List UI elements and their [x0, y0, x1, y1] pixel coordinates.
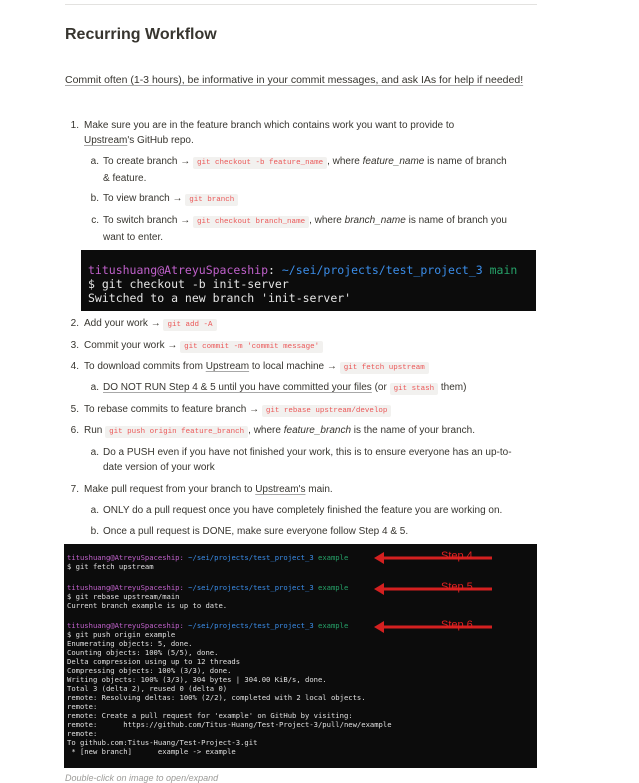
- top-divider: [65, 4, 537, 5]
- code-snippet: git branch: [185, 194, 238, 206]
- step-4-label: Step 4: [441, 550, 473, 562]
- terminal-screenshot-checkout[interactable]: titushuang@AtreyuSpaceship: ~/sei/projects/test_project_3 main $ git checkout -b init-server Switched to a new branch 'init-server': [81, 250, 536, 311]
- upstream-link[interactable]: Upstream: [205, 361, 250, 372]
- step-4-arrow-icon: [374, 551, 494, 565]
- image-caption: Double-click on image to open/expand: [65, 773, 219, 783]
- step-6-arrow-icon: [374, 620, 494, 634]
- upstream-link[interactable]: Upstream: [84, 135, 128, 146]
- code-snippet: git rebase upstream/develop: [262, 405, 392, 417]
- code-snippet: git push origin feature_branch: [105, 426, 248, 438]
- step-5-label: Step 5: [441, 581, 473, 593]
- code-snippet: git stash: [390, 383, 439, 395]
- code-snippet: git checkout -b feature_name: [193, 157, 327, 169]
- code-snippet: git commit -m 'commit message': [180, 341, 323, 353]
- section-heading: Recurring Workflow: [65, 26, 217, 43]
- intro-text: Commit often (1-3 hours), be informative in your commit messages, and ask IAs for help if needed!: [65, 74, 524, 86]
- code-snippet: git add -A: [163, 319, 216, 331]
- upstream-link[interactable]: Upstream's: [255, 484, 306, 495]
- terminal-screenshot-sync[interactable]: titushuang@AtreyuSpaceship: ~/sei/projects/test_project_3 example $ git fetch upstream titushuang@AtreyuSpaceship: ~/sei/projects/test_project_3 example $ git rebase upstream/main Current branch example is up to date. titushuang@AtreyuSpaceship: ~/sei/projects/test_project_3 example $ git push origin example Enumerating objects: 5, done. Counting objects: 100% (5/5), done. Delta compression using up to 12 threads Compressing objects: 100% (3/3), done. Writing objects: 100% (3/3), 304 bytes | 304.00 KiB/s, done. Total 3 (delta 2), reused 0 (delta 0) remote: Resolving deltas: 100% (2/2), completed with 2 local objects. remote: remote: Create a pull request for 'example' on GitHub by visiting: remote: https://github.com/Titus-Huang/Test-Project-3/pull/new/example remote: To github.com:Titus-Huang/Test-Project-3.git * [new branch] example -> example Step 4 Step 5 Step 6: [64, 544, 537, 768]
- code-snippet: git fetch upstream: [340, 362, 429, 374]
- step-5-arrow-icon: [374, 582, 494, 596]
- code-snippet: git checkout branch_name: [193, 216, 309, 228]
- step-6-label: Step 6: [441, 619, 473, 631]
